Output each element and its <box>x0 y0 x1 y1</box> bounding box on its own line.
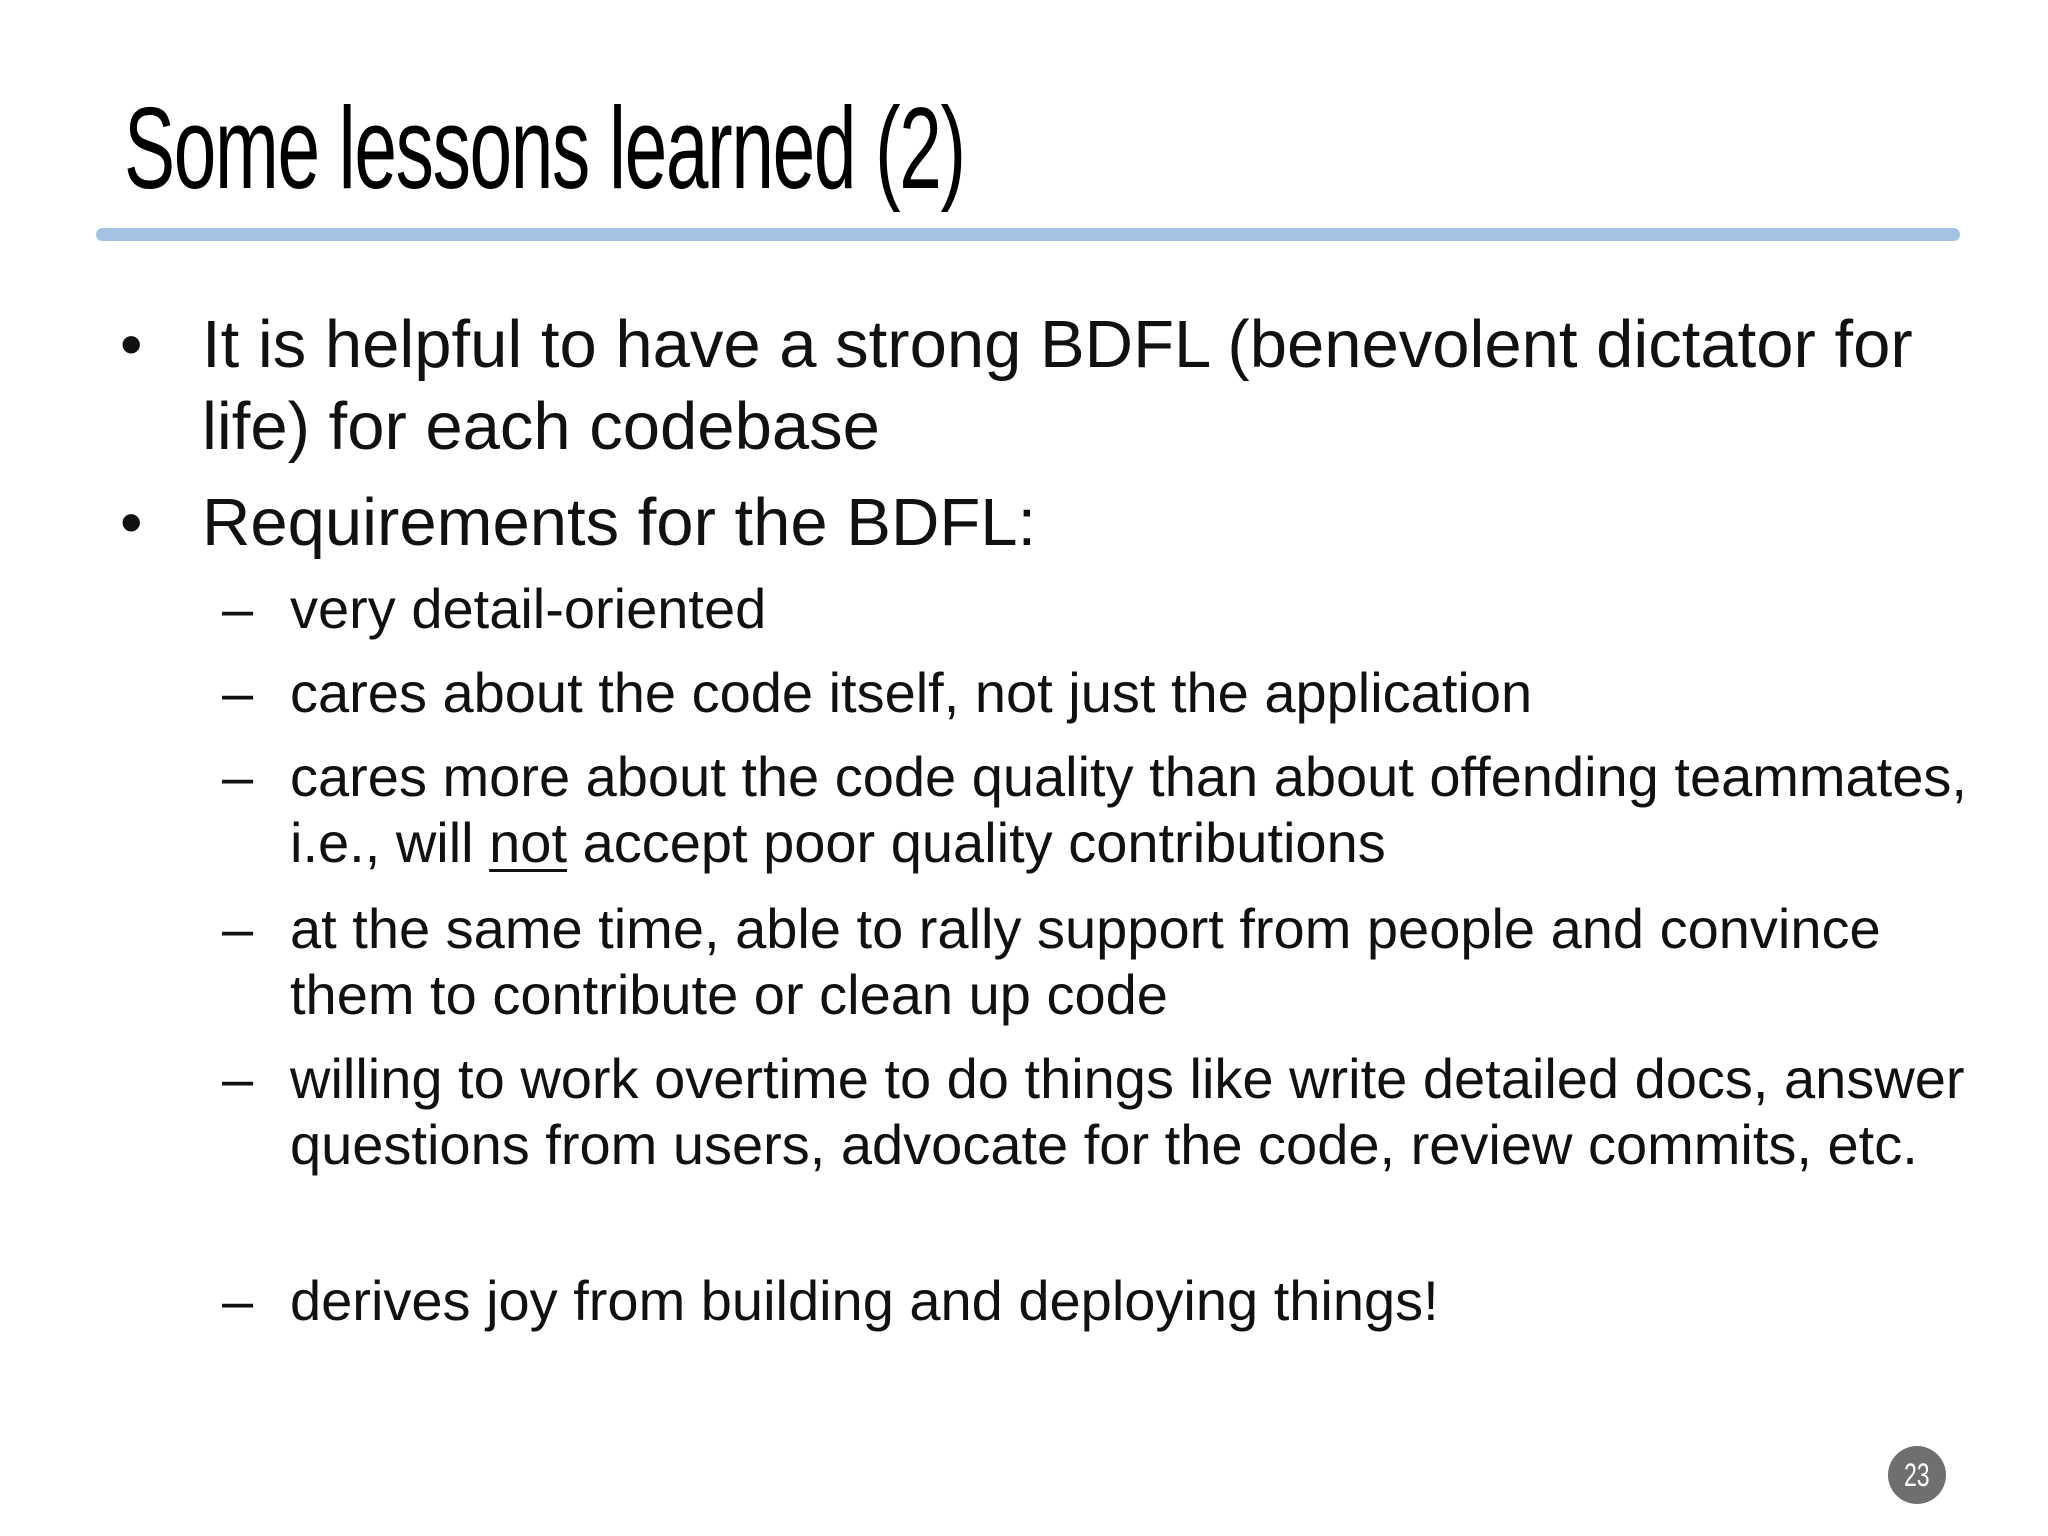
sub-bullet-marker: – <box>222 897 254 960</box>
sub-bullet-text <box>290 744 1990 876</box>
sub-bullet-text: at the same time, able to rally support from people and convince them to contribute or clean up code <box>290 897 1881 1026</box>
bullet-text: It is helpful to have a strong BDFL (benevolent dictator for life) for each codebase <box>202 307 1913 464</box>
bullet-text: Requirements for the BDFL: <box>202 485 1037 560</box>
slide-title: Some lessons learned (2) <box>124 83 965 213</box>
sub-bullet-marker: – <box>222 661 254 724</box>
sub-bullet-text: derives joy from building and deploying things! <box>290 1269 1439 1332</box>
sub-bullet-text: very detail-oriented <box>290 577 767 640</box>
sub-bullet-marker: – <box>222 745 254 808</box>
sub-bullet-text-part: cares more about the code quality than about offending teammates, i.e., will <box>290 745 1967 874</box>
sub-bullet-text: cares about the code itself, not just the application <box>290 661 1533 724</box>
bullet-marker: • <box>120 308 143 380</box>
underlined-word: not <box>489 811 568 874</box>
sub-bullet-marker: – <box>222 1269 254 1332</box>
sub-bullet-text-part: accept poor quality contributions <box>567 811 1386 874</box>
sub-bullet-marker: – <box>222 1047 254 1110</box>
page-number: 23 <box>1904 1457 1930 1493</box>
bullet-marker: • <box>120 486 143 558</box>
sub-bullet-marker: – <box>222 577 254 640</box>
page-number-badge <box>1888 1446 1946 1504</box>
sub-bullet-text: willing to work overtime to do things like write detailed docs, answer questions from users, advocate for the code, review commits, etc. <box>290 1047 1965 1176</box>
